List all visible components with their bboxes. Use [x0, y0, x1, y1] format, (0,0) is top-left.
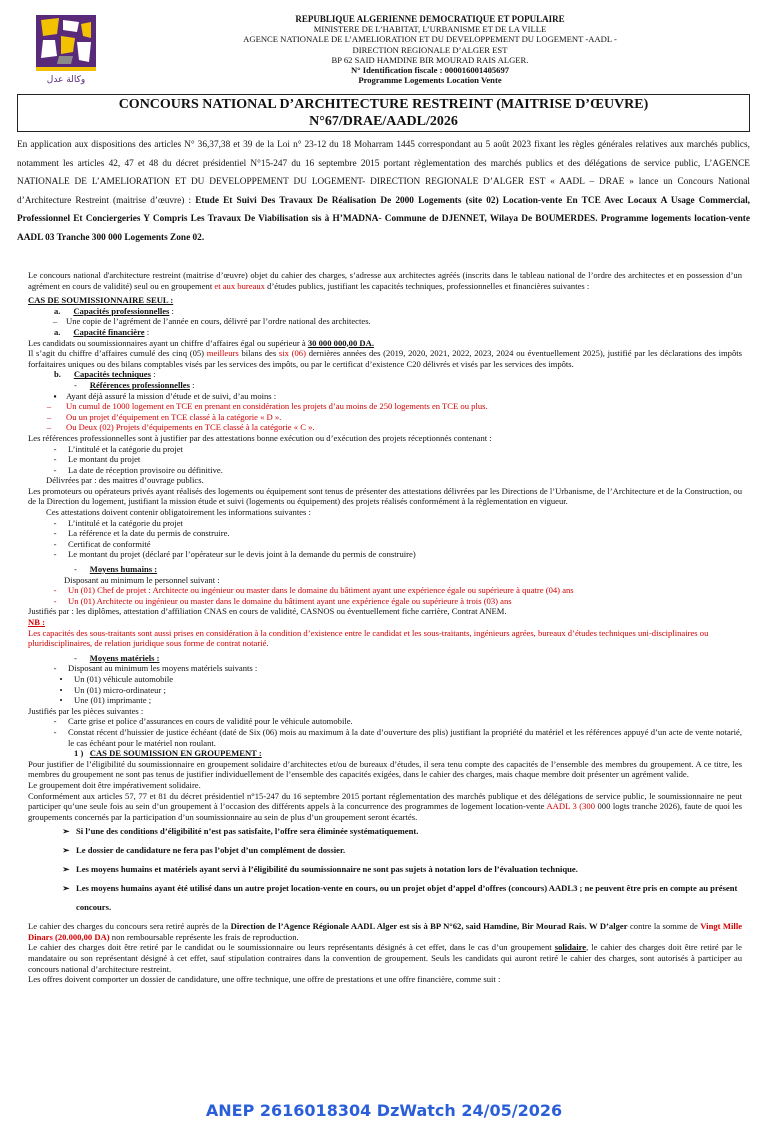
list-item: - Un (01) Architecte ou ingénieur ou master dans le domaine du bâtiment ayant une expérience égale ou supérieure à trois (03) ans — [53, 595, 512, 606]
equipment-justification: Justifiés par les pièces suivantes : — [28, 705, 144, 716]
programme-line: Programme Logements Location Vente — [358, 75, 502, 86]
specifications-pickup: Le cahier des charges du concours sera retiré auprès de la Direction de l’Agence Régionale AADL Alger est sis à BP N°62, said Hamdine, Bir Mourad Rais. W D’alger contre la somme de Vingt Mille Dinars (20.000,00 DA) non remboursable représente les frais de reproduction. — [28, 921, 743, 942]
section-heading-groupement: 1 ) CAS DE SOUMISSION EN GROUPEMENT : — [74, 748, 262, 759]
list-item: - Un (01) Chef de projet : Architecte ou ingénieur ou master dans le domaine du bâtiment ayant une expérience égale ou supérieure à quatre (04) ans — [53, 585, 574, 596]
financial-details: Il s’agit du chiffre d’affaires cumulé des cinq (05) meilleurs bilans des six (06) dernières années des (2019, 2020, 2021, 2022, 2023, 2024 ou éventuellement 2025), justifié par les déclarations des impôts forfaitaires uniques ou des bilans comptables visés par les services des impôts, ou par le certificat d’existence C20 délivrés et visés par les services des impôts. — [28, 348, 742, 369]
attestation-contents: Ces attestations doivent contenir obligatoirement les informations suivantes : — [46, 507, 311, 518]
list-item: • Un (01) véhicule automobile — [59, 673, 174, 684]
list-item: – Ou un projet d’équipement en TCE classé à la catégorie « D ». — [46, 411, 282, 422]
intro-text: En application aux dispositions des articles N° 36,37,38 et 39 de la Loi n° 23-12 du 18 Moharram 1445 correspondant au 5 août 2023 fixant les règles générales relatives aux marchés publics, notamment les articles 42, 47 et 48 du décret présidentiel N°15-247 du 16 septembre 2015 portant règlementation des marchés publics et des délégations de service public, L’AGENCE NATIONALE DE L’AMELIORATION ET DU DEVELOPPEMENT DU LOGEMENT- DIRECTION REGIONALE D’ALGER EST « AADL – DRAE » lance un Concours National d’Architecture Restreint (maitrise d’œuvre) : — [17, 140, 750, 206]
letterhead — [150, 14, 710, 85]
publication-footer: ANEP 2616018304 DzWatch 24/05/2026 — [205, 1101, 563, 1120]
list-item: – Une copie de l’agrément de l’année en cours, délivré par l’ordre national des architectes. — [52, 316, 371, 327]
letterhead-line: DIRECTION REGIONALE D’ALGER EST — [352, 44, 508, 55]
list-item: – Un cumul de 1000 logement en TCE en prenant en considération les projets d’au moins de 250 logements en TCE ou plus. — [46, 401, 488, 412]
project-description: Etude Et Suivi Des Travaux De Réalisation De 2000 Logements (site 02) Location-vente En TCE Avec Locaux A Usage Commercial, Professionnel Et Conciergeries Y Compris Les Travaux De Viabilisation sis à H’MADNA- Commune de DJENNET, Wilaya De BOUMERDES. Programme logements location-vente AADL 03 Tranche 300 000 Logements Zone 02. — [17, 195, 751, 243]
list-item: • Une (01) imprimante ; — [59, 695, 152, 706]
section-heading-seul: CAS DE SOUMISSIONNAIRE SEUL : — [28, 295, 174, 306]
list-item: - Disposant au minimum les moyens matériels suivants : — [53, 663, 258, 674]
list-item: – Ou Deux (02) Projets d’équipements en TCE classé à la catégorie « C ». — [46, 422, 315, 433]
eligibility-paragraph: Le concours national d'architecture restreint (maitrise d’œuvre) objet du cahier des charges, s’adresse aux architectes agréés (inscrits dans le tableau national de l’ordre des architectes et en possession d’un agrément en cours de validité) seul ou en groupement et aux bureaux d’études publics, justifiant les capacités techniques, professionnelles et financières suivantes : — [28, 270, 742, 291]
group-rules: Conformément aux articles 57, 77 et 81 du décret présidentiel n°15-247 du 16 septembre 2015 portant réglementation des marchés publique et des délégations de service public, le soumissionnaire ne peut participer qu’une seule fois au sein d’un groupement à l’occasion des différents appels à la concurrence des programmes de logement location-vente AADL 3 (300 000 logts tranche 2026), faute de quoi les groupements concernés par la participation d’un soumissionnaire au sein de plus d’un groupement seront écartés. — [28, 790, 742, 822]
nb-text: Les capacités des sous-traitants sont aussi prises en considération à la condition d’existence entre le candidat et les sous-traitants, ingénieurs agrées, bureaux d’études techniques uni-disciplinaires ou pluridisciplinaires, de relation juridique sous forme de contrat notarié. — [28, 627, 709, 649]
list-item: ➢ Les moyens humains et matériels ayant servi à l’éligibilité du soumissionnaire ne sont pas sujets à notation lors de l’évaluation technique. — [62, 864, 578, 875]
list-item: - Carte grise et police d’assurances en cours de validité pour le véhicule automobile. — [53, 716, 353, 727]
list-item: - Certificat de conformité — [53, 538, 151, 549]
letterhead-line: BP 62 SAID HAMDINE BIR MOURAD RAIS ALGER. — [331, 54, 529, 65]
subsection-capacite-fin: a. Capacité financière : — [54, 326, 150, 337]
staff-justification: Justifiés par : les diplômes, attestation d’affiliation CNAS en cours de validité, CASNOS ou éventuellement fiche carrière, Contrat ANEM. — [28, 606, 507, 617]
letterhead-line: REPUBLIQUE ALGERIENNE DEMOCRATIQUE ET POPULAIRE — [295, 14, 565, 24]
specifications-withdrawal: Le cahier des charges doit être retiré par le candidat ou le soumissionnaire ou leurs représentants désignés à cet effet, dans le cas d’un groupement solidaire, le cahier des charges doit être retiré par le mandataire ou son représentant désigné à cet effet, sauf stipulation contraires dans la convention de groupement. Seuls les candidats qui auront retiré le cahier des charges, sont autorisés à participer au concours national d’architecture restreint. — [28, 942, 742, 974]
group-paragraph: Pour justifier de l’éligibilité du soumissionnaire en groupement solidaire d’architectes et/ou de bureaux d’études, il sera tenu compte des capacités de l’ensemble des membres du groupement. A ce titre, les membres du groupement ne sont pas tenus de justifier individuellement de l’ensemble des capacités exigées, dans le cahier des charges, mais chaque membre doit présenter un agrément valide. — [28, 758, 742, 780]
list-item: - Le montant du projet — [53, 454, 141, 465]
group-solidarity: Le groupement doit être impérativement solidaire. — [28, 779, 201, 790]
subsection-capacites-tech: b. Capacités techniques : — [54, 369, 156, 380]
list-item: ▪ Ayant déjà assuré la mission d’étude et de suivi, d’au moins : — [53, 390, 277, 401]
heading-moyens-materiels: - Moyens matériels : — [74, 652, 160, 663]
aadl-logo — [33, 12, 99, 86]
document-title: CONCOURS NATIONAL D’ARCHITECTURE RESTREINT (MAITRISE D’ŒUVRE) — [118, 97, 649, 112]
list-item: - L’intitulé et la catégorie du projet — [53, 443, 183, 454]
list-item: - La date de réception provisoire ou définitive. — [53, 464, 223, 475]
list-item: • Un (01) micro-ordinateur ; — [59, 684, 166, 695]
list-item: ➢ Si l’une des conditions d’éligibilité n’est pas satisfaite, l’offre sera éliminée systématiquement. — [62, 826, 419, 837]
svg-text:وكالة عدل: وكالة عدل — [46, 75, 86, 85]
nb-label: NB : — [28, 617, 45, 627]
list-item: ➢ Le dossier de candidature ne fera pas l’objet d’un complément de dossier. — [62, 845, 346, 856]
list-item: ➢ Les moyens humains ayant été utilisé dans un autre projet location-vente en cours, ou un projet objet d’appel d’offres (concours) AADL3 ; ne peuvent être pris en compte au présent concours. — [62, 883, 738, 913]
list-item: - Le montant du projet (déclaré par l’opérateur sur le devis joint à la demande du permis de construire) — [53, 549, 416, 560]
letterhead-line: AGENCE NATIONALE DE L’AMELIORATION ET DU DEVELOPPEMENT DU LOGEMENT -AADL - — [243, 34, 617, 45]
delivered-by: Délivrées par : des maitres d’ouvrage publics. — [46, 475, 204, 486]
document-reference: N°67/DRAE/AADL/2026 — [309, 113, 458, 129]
staff-intro: Disposant au minimum le personnel suivant : — [64, 574, 220, 585]
financial-requirement: Les candidats ou soumissionnaires ayant un chiffre d’affaires égal ou supérieur à 30 000 000,00 DA. — [28, 337, 374, 348]
intro-paragraph — [17, 136, 750, 247]
document-body — [28, 270, 742, 985]
heading-moyens-humains: - Moyens humains : — [74, 564, 158, 575]
heading-references: - Références professionnelles : — [74, 379, 195, 390]
document-title-box — [17, 94, 750, 132]
private-promoters-paragraph: Les promoteurs ou opérateurs privés ayant réalisés des logements ou équipement sont tenus de présenter des attestations délivrées par les Directions de l’Urbanisme, de l’Architecture et de la Construction, ou de la Direction du logement, justifiant la mission étude et suivi (logements ou équipement) des projets réalisés conformément à la règlementation en vigueur. — [28, 485, 742, 507]
fiscal-id: N° Identification fiscale : 000016001405697 — [350, 65, 510, 76]
subsection-capacites-pro: a. Capacités professionnelles : — [54, 305, 174, 316]
list-item: - L’intitulé et la catégorie du projet — [53, 517, 183, 528]
list-item: - La référence et la date du permis de construire. — [53, 528, 230, 539]
aadl-logo-icon — [33, 12, 99, 86]
list-item: - Constat récent d’huissier de justice échéant (daté de Six (06) mois au maximum à la date d’ouverture des plis) justifiant la propriété du matériel et les références appuyé d’un acte de vente notarié, le cas échéant pour le matériel non roulant. — [53, 726, 742, 748]
letterhead-line: MINISTERE DE L’HABITAT, L’URBANISME ET DE LA VILLE — [313, 24, 547, 35]
references-justification: Les références professionnelles sont à justifier par des attestations bonne exécution ou d’exécution des projets réceptionnés contenant : — [28, 432, 492, 443]
offers-contents: Les offres doivent comporter un dossier de candidature, une offre technique, une offre de prestations et une offre financière, comme suit : — [28, 974, 501, 985]
